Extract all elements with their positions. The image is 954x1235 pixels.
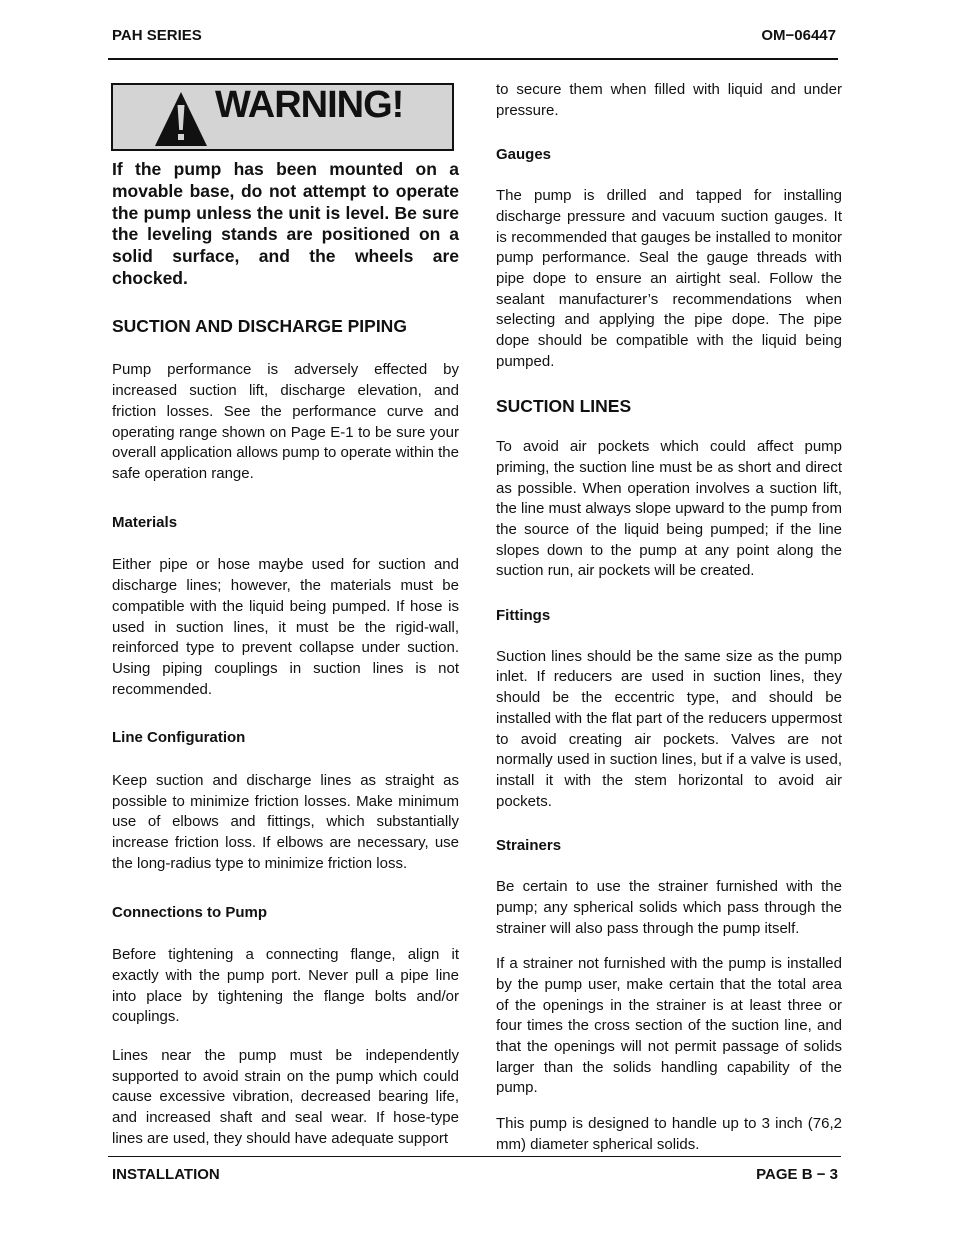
paragraph-strainers-2: If a strainer not furnished with the pump is installed by the pump user, make certain that the total area of the openings in the strainer is at least three or four times the cross section of the suction line, and that the openings will not permit passage of solids larger than the solids handling capability of the pump.: [496, 955, 842, 1097]
right-column: [496, 80, 842, 1156]
header-rule: [108, 58, 838, 60]
paragraph-strainers-3: This pump is designed to handle up to 3 inch (76,2 mm) diameter spherical solids.: [496, 1115, 842, 1153]
footer-rule: [108, 1156, 841, 1157]
section-heading-suction-lines: SUCTION LINES: [496, 396, 632, 417]
subheading-strainers: Strainers: [496, 837, 562, 855]
paragraph-gauges: The pump is drilled and tapped for installing discharge pressure and vacuum suction gauges. It is recommended that gauges be installed to monitor pump performance. Seal the gauge threads with pipe dope to ensure an airtight seal. Follow the sealant manufacturer’s recommendations when selecting and applying the pipe dope. The pipe dope should be compatible with the liquid being pumped.: [496, 187, 842, 370]
paragraph-intro: Pump performance is adversely effected by increased suction lift, discharge elevation, and friction losses. See the performance curve and operating range shown on Page E-1 to be sure your overall application allows pump to operate within the safe operation range.: [112, 361, 459, 482]
subheading-fittings: Fittings: [496, 607, 551, 625]
warning-title: WARNING!: [215, 84, 404, 126]
subheading-gauges: Gauges: [496, 146, 552, 164]
paragraph-suction-lines: To avoid air pockets which could affect pump priming, the suction line must be as short and direct as possible. When operation involves a suction lift, the line must always slope upward to the pump from the source of the liquid being pumped; if the line slopes down to the pump at any point along the suction run, air pockets will be created.: [496, 438, 843, 580]
paragraph-connections-2: Lines near the pump must be independently supported to avoid strain on the pump which could cause excessive vibration, decreased bearing life, and increased shaft and seal wear. If hose-type lines are used, they should have adequate support: [112, 1047, 459, 1147]
subheading-connections: Connections to Pump: [112, 903, 267, 921]
warning-banner: [111, 83, 454, 151]
paragraph-materials: Either pipe or hose maybe used for suction and discharge lines; however, the materials must be compatible with the liquid being pumped. If hose is used in suction lines, it must be the rigid-wall, reinforced type to prevent collapse under suction. Using piping couplings in suction lines is not recommended.: [112, 556, 459, 698]
footer-section: INSTALLATION: [112, 1166, 220, 1183]
subheading-materials: Materials: [112, 513, 178, 531]
paragraph-connections-1: Before tightening a connecting flange, align it exactly with the pump port. Never pull a pipe line into place by tightening the flange bolts and/or couplings.: [112, 946, 459, 1026]
left-column: [112, 83, 459, 1150]
paragraph-fittings: Suction lines should be the same size as the pump inlet. If reducers are used in suction lines, they should be the eccentric type, and should be installed with the flat part of the reducers uppermost to avoid creating air pockets. Valves are not normally used in suction lines, but if a valve is used, install it with the stem horizontal to avoid air pockets.: [496, 647, 842, 810]
header-series: PAH SERIES: [112, 27, 202, 44]
warning-text: If the pump has been mounted on a movable base, do not attempt to operate the pump unless the unit is level. Be sure the leveling stands are positioned on a solid surface, and the wheels are chocked.: [112, 159, 459, 288]
paragraph-line-configuration: Keep suction and discharge lines as straight as possible to minimize friction losses. Make minimum use of elbows and fittings, which substantially increase friction loss. If elbows are necessary, use the long-radius type to minimize friction loss.: [112, 772, 459, 872]
exclamation-triangle-icon: [153, 90, 209, 148]
paragraph-strainers-1: Be certain to use the strainer furnished with the pump; any spherical solids which pass through the strainer will also pass through the pump itself.: [496, 878, 842, 937]
header-doc-number: OM−06447: [761, 27, 836, 44]
paragraph-continued: to secure them when filled with liquid and under pressure.: [496, 81, 842, 119]
footer-page-number: PAGE B − 3: [756, 1166, 838, 1183]
section-heading-suction-discharge: SUCTION AND DISCHARGE PIPING: [112, 315, 407, 336]
subheading-line-configuration: Line Configuration: [112, 729, 246, 747]
